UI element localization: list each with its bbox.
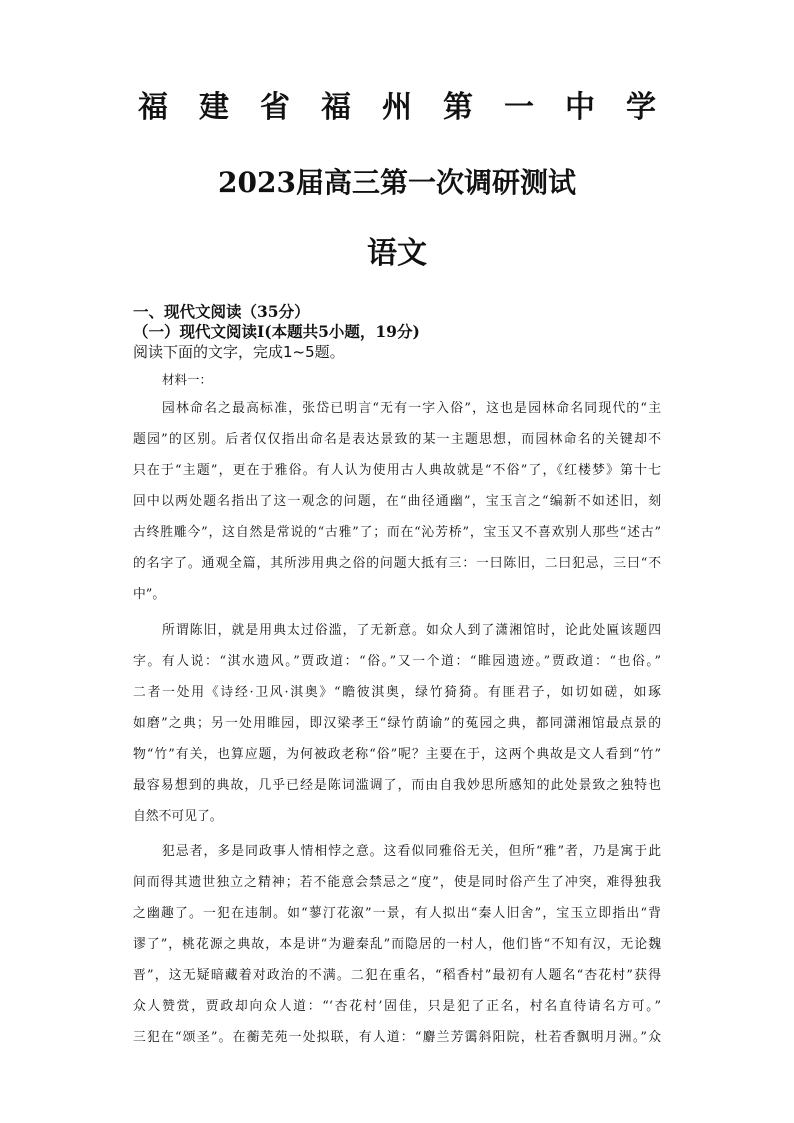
passage-line: 犯忌者，多是同政事人情相悖之意。这看似同雅俗无关，但所“雅”者，乃是寓于此 [162, 844, 661, 859]
passage-line: 中”。 [133, 587, 166, 602]
passage-line: 题园”的区别。后者仅仅指出命名是表达景致的某一主题思想，而园林命名的关键却不 [133, 432, 661, 447]
passage-line: 物“竹”有关，也算应题，为何被政老称“俗”呢？主要在于，这两个典故是文人看到“竹” [133, 747, 661, 762]
passage-line: 如磨”之典；另一处用睢园，即汉梁孝王“绿竹荫谕”的菟园之典，都同潇湘馆最点景的 [133, 716, 661, 731]
passage-line: 古终胜雕今”，这自然是常说的“古雅”了；而在“沁芳桥”，宝玉又不喜欢别人那些“述古” [133, 525, 661, 540]
exam-title: 2023届高三第一次调研测试 [218, 166, 576, 199]
passage-line: 之幽趣了。一犯在违制。如“蓼汀花溆”一景，有人拟出“秦人旧舍”，宝玉立即指出“背 [133, 906, 661, 921]
passage-line: 三犯在“颂圣”。在蘅芜苑一处拟联，有人道：“麝兰芳霭斜阳院，杜若香飘明月洲。”众 [133, 1030, 661, 1045]
subject-title: 语文 [367, 236, 427, 271]
passage-line: 字。有人说：“淇水遗风。”贾政道：“俗。”又一个道：“睢园遗迹。”贾政道：“也俗。” [133, 654, 661, 669]
passage-line: 二者一处用《诗经·卫风·淇奥》“瞻彼淇奥，绿竹猗猗。有匪君子，如切如磋，如琢 [133, 685, 661, 700]
passage-line: 间而得其遗世独立之精神；若不能意会禁忌之“度”，使是同时俗产生了冲突，难得独我 [133, 875, 661, 890]
passage-line: 谬了”，桃花源之典故，本是讲“为避秦乱”而隐居的一村人，他们皆“不知有汉，无论魏 [133, 937, 661, 952]
section-heading: 一、现代文阅读（35分） [133, 302, 310, 321]
passage-line: 园林命名之最高标准，张岱已明言“无有一字入俗”，这也是园林命名同现代的“主 [162, 401, 661, 416]
passage-line: 最容易想到的典故，几乎已经是陈词滥调了，而由自我妙思所感知的此处景致之独特也 [133, 778, 661, 793]
instruction-text: 阅读下面的文字，完成1~5题。 [133, 343, 345, 361]
passage-line: 的名字了。通观全篇，其所涉用典之俗的问题大抵有三：一曰陈旧，二曰犯忌，三曰“不 [133, 556, 661, 571]
passage-line: 回中以两处题名指出了这一观念的问题，在“曲径通幽”，宝玉言之“编新不如述旧，刻 [133, 494, 661, 509]
passage-line: 自然不可见了。 [133, 809, 223, 824]
passage-line: 众人赞赏，贾政却向众人道：“‘杏花村’固佳，只是犯了正名，村名直待请名方可。” [133, 999, 661, 1014]
material-label: 材料一： [162, 372, 213, 387]
passage-line: 所谓陈旧，就是用典太过俗滥，了无新意。如众人到了潇湘馆时，论此处匾该题四 [162, 623, 661, 638]
passage-line: 只在于“主题”，更在于雅俗。有人认为使用古人典故就是“不俗”了，《红楼梦》第十七 [133, 463, 661, 478]
passage-line: 晋”，这无疑暗藏着对政治的不满。二犯在重名，“稻香村”最初有人题名“杏花村”获得 [133, 968, 661, 983]
school-title: 福建省福州第一中学 [138, 90, 687, 125]
section-subheading: （一）现代文阅读Ⅰ(本题共5小题，19分) [133, 322, 420, 341]
